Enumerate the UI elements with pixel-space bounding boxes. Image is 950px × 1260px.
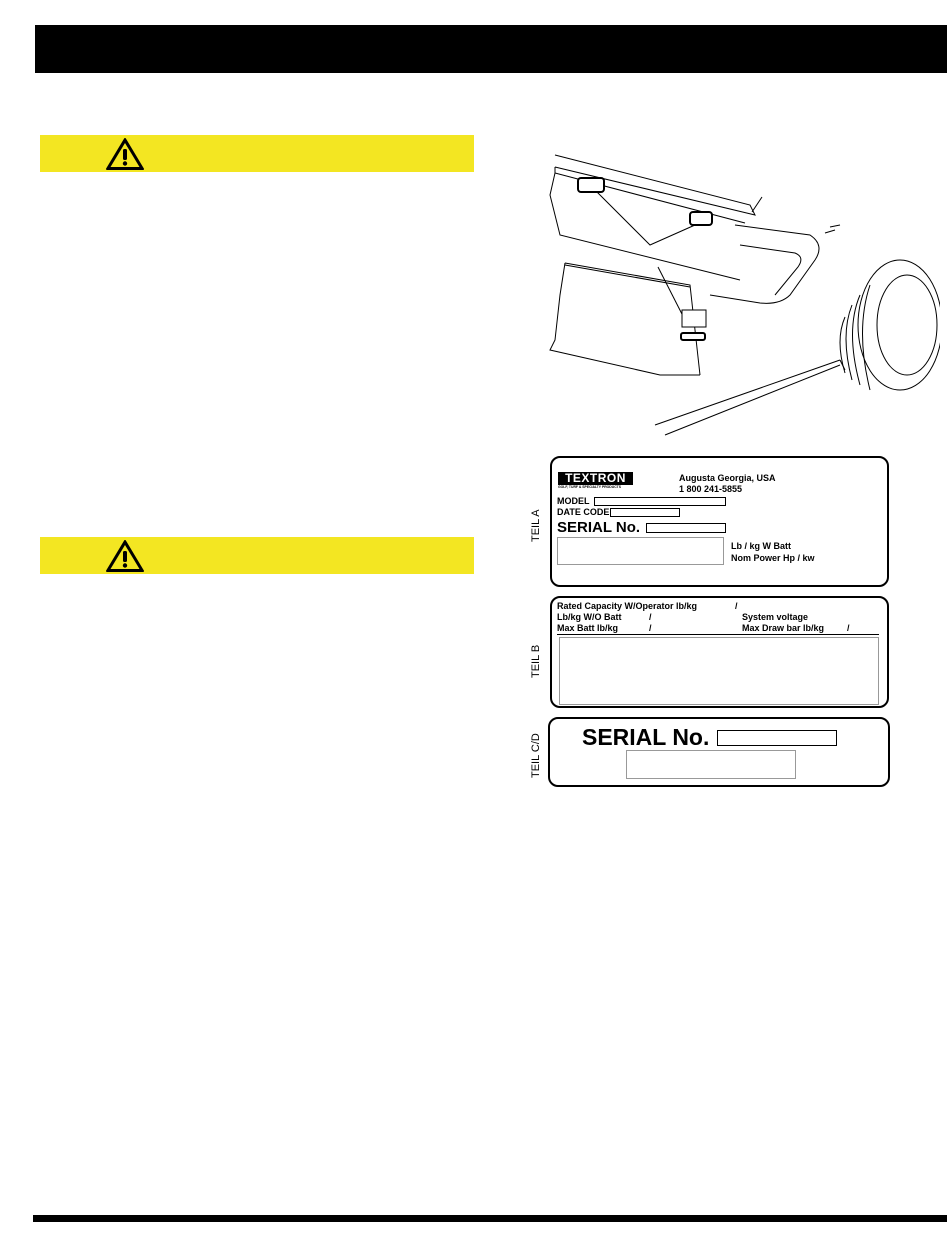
weight-label: Lb / kg W Batt [731, 541, 791, 551]
warning-triangle-icon [105, 137, 145, 171]
warning-banner [40, 135, 474, 172]
barcode-area-large [626, 750, 796, 779]
warning-triangle-icon [105, 539, 145, 573]
address-line-1: Augusta Georgia, USA [679, 473, 776, 483]
logo-tagline: GOLF, TURF & SPECIALTY PRODUCTS [558, 485, 621, 489]
serial-field [646, 523, 726, 533]
vehicle-label-location-diagram [540, 145, 940, 440]
plate-b-divider [557, 634, 879, 635]
model-label: MODEL [557, 496, 590, 506]
max-drawbar-separator: / [847, 623, 850, 633]
logo-wordmark: TEXTRON [558, 472, 633, 485]
serial-label: SERIAL No. [557, 519, 641, 536]
plate-teil-b [550, 596, 889, 708]
system-voltage-label: System voltage [742, 612, 809, 622]
warning-banner [40, 537, 474, 574]
teil-b-label: TEIL B [530, 644, 542, 678]
serial-field-large [717, 730, 837, 746]
serial-label-large: SERIAL No. [582, 724, 710, 750]
plate-teil-cd [548, 717, 890, 787]
address-line-2: 1 800 241-5855 [679, 484, 743, 494]
weight-wo-batt-label: Lb/kg W/O Batt [557, 612, 622, 622]
date-code-label: DATE CODE [557, 507, 610, 517]
plate-teil-a [550, 456, 889, 587]
header-bar [35, 25, 947, 73]
model-field [594, 497, 726, 506]
weight-wo-batt-separator: / [649, 612, 652, 622]
rated-capacity-label: Rated Capacity W/Operator lb/kg [557, 601, 698, 611]
teil-a-label: TEIL A [530, 509, 542, 542]
barcode-area [557, 537, 724, 565]
rated-capacity-separator: / [735, 601, 738, 611]
power-label: Nom Power Hp / kw [731, 553, 815, 563]
plate-b-blank-area [559, 637, 879, 705]
teil-cd-label: TEIL C/D [530, 733, 542, 778]
max-drawbar-label: Max Draw bar lb/kg [742, 623, 825, 633]
date-code-field [610, 508, 680, 517]
max-batt-separator: / [649, 623, 652, 633]
max-batt-label: Max Batt lb/kg [557, 623, 619, 633]
textron-logo [558, 472, 633, 492]
footer-bar [33, 1215, 947, 1222]
